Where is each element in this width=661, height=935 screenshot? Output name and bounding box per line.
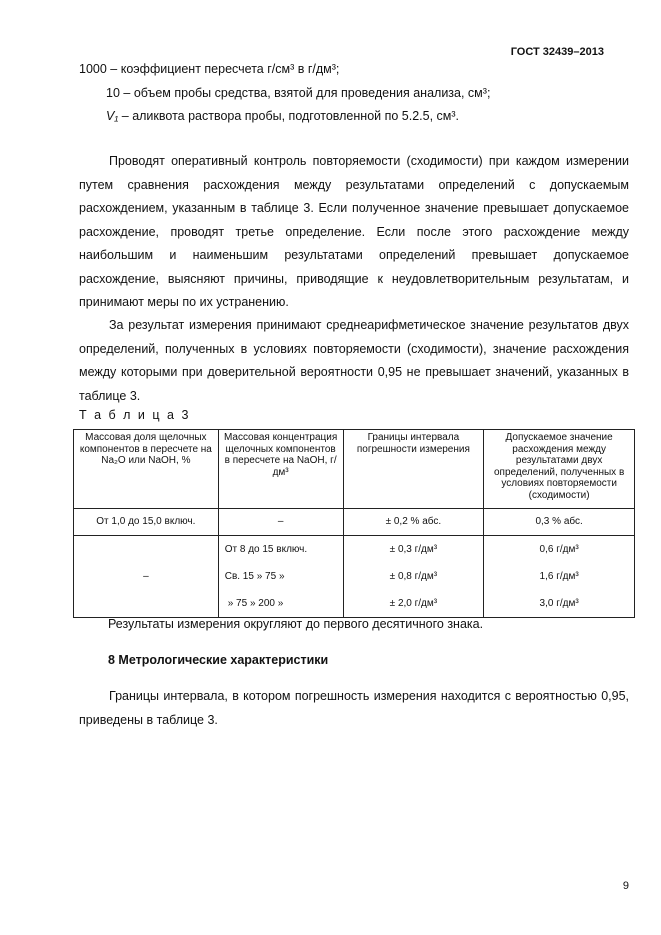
paragraph-control-text: Проводят оперативный контроль повторяемости (сходимости) при каждом измерении путем сравнения расхождения между результатами определений с допускаемым расхождением, указанным в таблице 3. Если полученное значение превышает допускаемое расхождение, проводят третье определение. Если после этого расхождение между наибольшим и наименьшим результатами определений превышает допускаемое расхождение, выясняют причины, приводящие к неудовлетворительным результатам, и принимают меры по их устранению. bbox=[79, 154, 629, 309]
table-3 bbox=[73, 429, 635, 618]
standard-header: ГОСТ 32439–2013 bbox=[510, 46, 604, 58]
rounding-note: Результаты измерения округляют до первого десятичного знака. bbox=[108, 617, 484, 631]
table-label: Т а б л и ц а 3 bbox=[79, 408, 191, 422]
header-cell: Массовая доля щелочных компонентов в пересчете на Na₂O или NaOH, % bbox=[74, 430, 219, 509]
paragraph-metrology-text: Границы интервала, в котором погрешность измерения находится с вероятностью 0,95, приведены в таблице 3. bbox=[79, 689, 629, 727]
definition-line-2 bbox=[106, 86, 490, 100]
table-cell: 0,3 % абс. bbox=[484, 509, 635, 536]
bound-value: ± 0,3 г/дм³ bbox=[389, 544, 438, 555]
paragraph-result bbox=[79, 314, 629, 408]
section-title: 8 Метрологические характеристики bbox=[108, 653, 329, 667]
table-header-row bbox=[74, 430, 635, 509]
header-cell: Допускаемое значение расхождения между результатами двух определений, полученных в условиях повторяемости (сходимости) bbox=[484, 430, 635, 509]
table-cell: – bbox=[218, 509, 343, 536]
table-row bbox=[74, 536, 635, 618]
table-cell: ± 0,2 % абс. bbox=[343, 509, 484, 536]
header-cell: Границы интервала погрешности измерения bbox=[343, 430, 484, 509]
allowed-value: 1,6 г/дм³ bbox=[539, 571, 579, 582]
paragraph-metrology bbox=[79, 685, 629, 732]
range-value: » 75 » 200 » bbox=[227, 598, 284, 609]
range-value: От 8 до 15 включ. bbox=[224, 544, 308, 555]
page-number: 9 bbox=[622, 880, 629, 892]
bound-value: ± 0,8 г/дм³ bbox=[389, 571, 438, 582]
definition-symbol: V₁ bbox=[106, 109, 119, 123]
table-cell: – bbox=[74, 536, 219, 618]
allowed-value: 0,6 г/дм³ bbox=[539, 544, 579, 555]
bound-value: ± 2,0 г/дм³ bbox=[389, 598, 438, 609]
definition-symbol: 1000 bbox=[79, 62, 107, 76]
allowed-cell bbox=[484, 536, 635, 618]
range-value: Св. 15 » 75 » bbox=[224, 571, 285, 582]
definition-text: – аликвота раствора пробы, подготовленной по 5.2.5, см³. bbox=[121, 109, 460, 123]
table-row bbox=[74, 509, 635, 536]
definition-text: – коэффициент пересчета г/см³ в г/дм³; bbox=[110, 62, 340, 76]
definition-text: – объем пробы средства, взятой для проведения анализа, см³; bbox=[123, 86, 491, 100]
definition-line-1 bbox=[79, 62, 339, 76]
range-cell bbox=[218, 536, 343, 618]
bounds-cell bbox=[343, 536, 484, 618]
definition-line-3 bbox=[106, 109, 459, 123]
header-cell: Массовая концентрация щелочных компонентов в пересчете на NaOH, г/дм³ bbox=[218, 430, 343, 509]
paragraph-control bbox=[79, 150, 629, 315]
allowed-value: 3,0 г/дм³ bbox=[539, 598, 579, 609]
table-cell: От 1,0 до 15,0 включ. bbox=[74, 509, 219, 536]
paragraph-result-text: За результат измерения принимают среднеарифметическое значение результатов двух определений, полученных в условиях повторяемости (сходимости), значение расхождения между которыми при доверительной вероятности 0,95 не превышает значений, указанных в таблице 3. bbox=[79, 318, 629, 403]
definition-symbol: 10 bbox=[106, 86, 120, 100]
